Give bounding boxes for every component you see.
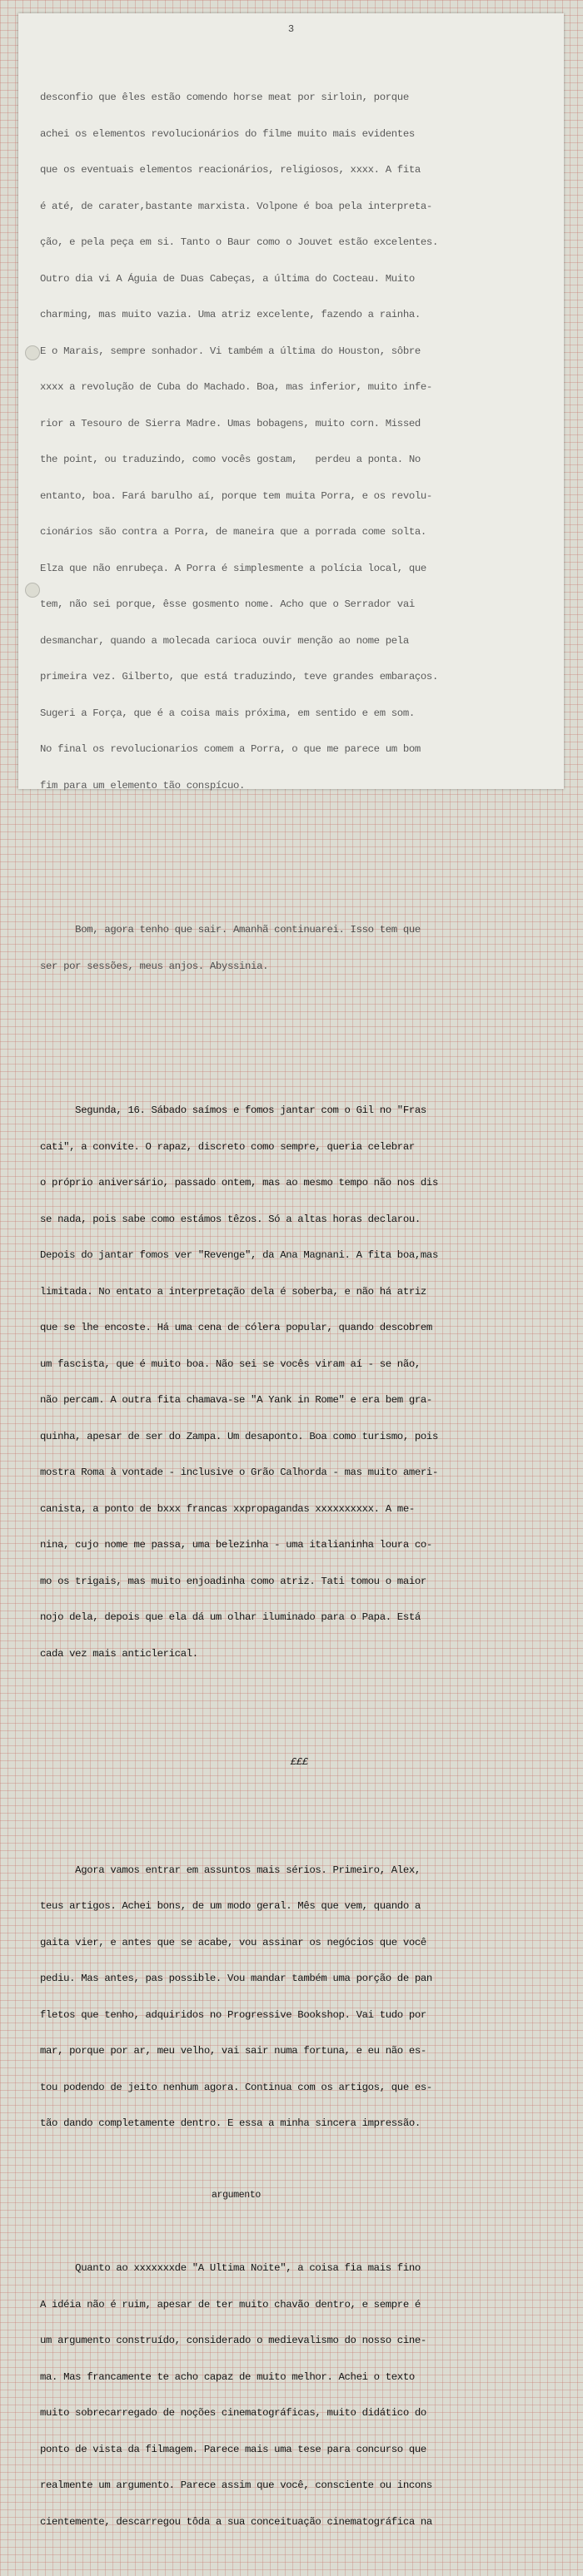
text-line: Agora vamos entrar em assuntos mais sérios. Primeiro, Alex, bbox=[40, 1864, 421, 1876]
text-line: Elza que não enrubeça. A Porra é simplesmente a polícia local, que bbox=[40, 562, 426, 574]
punch-hole-upper bbox=[25, 345, 40, 360]
text-line: tão dando completamente dentro. E essa a minha sincera impressão. bbox=[40, 2117, 421, 2129]
text-line: ponto de vista da filmagem. Parece mais uma tese para concurso que bbox=[40, 2443, 426, 2455]
text-line: é até, de carater,bastante marxista. Volpone é boa pela interpreta- bbox=[40, 200, 432, 212]
text-line: que os eventuais elementos reacionários, religiosos, xxxx. A fita bbox=[40, 164, 421, 176]
text-line: cada vez mais anticlerical. bbox=[40, 1647, 198, 1660]
text-line: tem, não sei porque, êsse gosmento nome. Acho que o Serrador vai bbox=[40, 598, 415, 610]
text-line: Bom, agora tenho que sair. Amanhã continuarei. Isso tem que bbox=[40, 924, 421, 936]
text-line: desconfio que êles estão comendo horse meat por sirloin, porque bbox=[40, 92, 409, 103]
text-line: realmente um argumento. Parece assim que você, consciente ou incons bbox=[40, 2479, 432, 2491]
text-line: achei os elementos revolucionários do filme muito mais evidentes bbox=[40, 127, 415, 140]
text-line: cionários são contra a Porra, de maneira que a porrada come solta. bbox=[40, 526, 426, 538]
paragraph-ultima-noite bbox=[40, 2238, 559, 2552]
text-line: que se lhe encoste. Há uma cena de cólera popular, quando descobrem bbox=[40, 1322, 432, 1333]
text-line: tou podendo de jeito nenhum agora. Continua com os artigos, que es- bbox=[40, 2081, 432, 2093]
text-line: pediu. Mas antes, pas possible. Vou mandar também uma porção de pan bbox=[40, 1973, 432, 1984]
text-line: limitada. No entato a interpretação dela é soberba, e não há atriz bbox=[40, 1285, 426, 1298]
text-line: Outro dia vi A Águia de Duas Cabeças, a última do Cocteau. Muito bbox=[40, 272, 415, 285]
text-line: fletos que tenho, adquiridos no Progressive Bookshop. Vai tudo por bbox=[40, 2008, 426, 2021]
interlinear-annotation: argumento bbox=[212, 2190, 261, 2201]
text-line: Segunda, 16. Sábado saímos e fomos jantar com o Gil no "Fras bbox=[40, 1104, 426, 1116]
section-separator: £££ bbox=[290, 1755, 309, 1768]
text-line: fim para um elemento tão conspícuo. bbox=[40, 779, 246, 792]
paragraph-leaving bbox=[40, 900, 559, 996]
text-line: canista, a ponto de bxxx francas xxpropagandas xxxxxxxxxx. A me- bbox=[40, 1502, 415, 1515]
text-line: primeira vez. Gilberto, que está traduzindo, teve grandes embaraços. bbox=[40, 671, 438, 682]
text-line: um fascista, que é muito boa. Não sei se vocês viram aí - se não, bbox=[40, 1357, 421, 1370]
text-line: se nada, pois sabe como estámos têzos. Só a altas horas declarou. bbox=[40, 1213, 421, 1225]
text-line: cientemente, descarregou tôda a sua conceituação cinematográfica na bbox=[40, 2515, 432, 2528]
text-line: entanto, boa. Fará barulho aí, porque tem muita Porra, e os revolu- bbox=[40, 489, 432, 502]
text-line: desmanchar, quando a molecada carioca ouvir menção ao nome pela bbox=[40, 634, 409, 647]
text-line: rior a Tesouro de Sierra Madre. Umas bobagens, muito corn. Missed bbox=[40, 417, 421, 429]
text-line: mar, porque por ar, meu velho, vai sair numa fortuna, e eu não es- bbox=[40, 2045, 426, 2057]
text-line: No final os revolucionarios comem a Porra, o que me parece um bom bbox=[40, 743, 421, 755]
text-line: ma. Mas francamente te acho capaz de muito melhor. Achei o texto bbox=[40, 2370, 415, 2383]
typewritten-letter-page bbox=[18, 13, 564, 2528]
punch-hole-lower bbox=[25, 583, 40, 598]
text-line: gaita vier, e antes que se acabe, vou assinar os negócios que você bbox=[40, 1936, 426, 1948]
text-line: nina, cujo nome me passa, uma belezinha - uma italianinha loura co- bbox=[40, 1539, 432, 1551]
text-line: quinha, apesar de ser do Zampa. Um desaponto. Boa como turismo, pois bbox=[40, 1430, 438, 1442]
text-line: Sugeri a Força, que é a coisa mais próxima, em sentido e em som. bbox=[40, 707, 415, 719]
text-line: o próprio aniversário, passado ontem, mas ao mesmo tempo não nos dis bbox=[40, 1177, 438, 1189]
text-line: Depois do jantar fomos ver "Revenge", da Ana Magnani. A fita boa,mas bbox=[40, 1249, 438, 1261]
text-line: mostra Roma à vontade - inclusive o Grão Calhorda - mas muito ameri- bbox=[40, 1467, 438, 1478]
paragraph-articles bbox=[40, 1840, 559, 2154]
text-line: xxxx a revolução de Cuba do Machado. Boa, mas inferior, muito infe- bbox=[40, 381, 432, 393]
text-line: charming, mas muito vazia. Uma atriz excelente, fazendo a rainha. bbox=[40, 309, 421, 320]
paragraph-films bbox=[40, 67, 559, 816]
text-line: ser por sessões, meus anjos. Abyssinia. bbox=[40, 960, 269, 972]
text-line: nojo dela, depois que ela dá um olhar iluminado para o Papa. Está bbox=[40, 1611, 421, 1623]
text-line: the point, ou traduzindo, como vocês gostam, perdeu a ponta. No bbox=[40, 454, 421, 465]
text-line: muito sobrecarregado de noções cinematográficas, muito didático do bbox=[40, 2407, 426, 2419]
text-line: E o Marais, sempre sonhador. Vi também a última do Houston, sôbre bbox=[40, 345, 421, 357]
text-line: mo os trigais, mas muito enjoadinha como atriz. Tati tomou o maior bbox=[40, 1575, 426, 1587]
text-line: ção, e pela peça em si. Tanto o Baur como o Jouvet estão excelentes. bbox=[40, 236, 438, 248]
paragraph-monday bbox=[40, 1080, 559, 1684]
letter-body bbox=[40, 43, 559, 2576]
text-line: Quanto ao xxxxxxxde "A Ultima Noite", a coisa fia mais fino bbox=[40, 2262, 421, 2274]
text-line: um argumento construído, considerado o medievalismo do nosso cine- bbox=[40, 2335, 426, 2346]
text-line: não percam. A outra fita chamava-se "A Yank in Rome" e era bem gra- bbox=[40, 1394, 432, 1406]
text-line: teus artigos. Achei bons, de um modo geral. Mês que vem, quando a bbox=[40, 1900, 421, 1912]
page-number: 3 bbox=[287, 23, 295, 35]
text-line: cati", a convite. O rapaz, discreto como sempre, queria celebrar bbox=[40, 1140, 415, 1153]
text-line: A idéia não é ruim, apesar de ter muito chavão dentro, e sempre é bbox=[40, 2298, 421, 2310]
